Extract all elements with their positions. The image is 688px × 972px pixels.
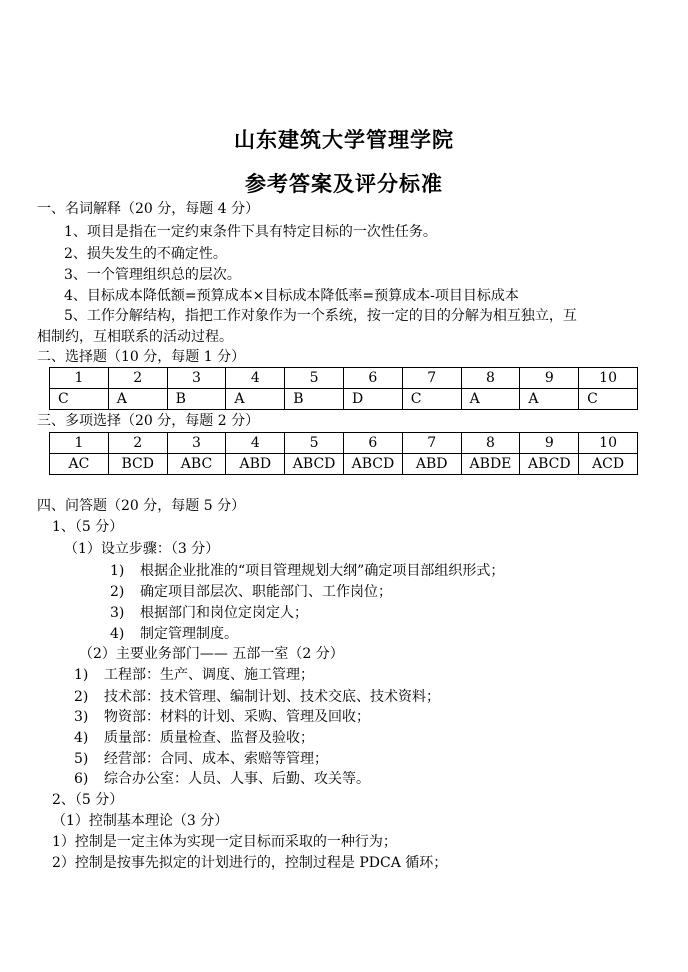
answer-cell: D [343, 389, 402, 410]
question-number: 3 [167, 433, 226, 454]
answer-cell: A [520, 389, 579, 410]
document-title: 山东建筑大学管理学院 [234, 127, 454, 152]
answer-cell: AC [50, 454, 109, 475]
section-1-heading: 一、名词解释（20 分，每题 4 分） [37, 201, 260, 217]
question-number: 8 [461, 368, 520, 389]
question-number: 3 [167, 368, 226, 389]
answer-cell: C [402, 389, 461, 410]
multiple-choice-answer-table [49, 432, 638, 475]
question-number: 5 [285, 368, 344, 389]
question-number: 9 [520, 433, 579, 454]
definition-item: 3、一个管理组织总的层次。 [64, 267, 241, 283]
table-row-answers [50, 454, 638, 475]
table-row-numbers [50, 368, 638, 389]
question-2-part-1: （1）控制基本理论（3 分） [52, 813, 229, 829]
dept-text: 经营部：合同、成本、索赔等管理； [104, 751, 328, 767]
question-number: 4 [226, 433, 285, 454]
question-1-label: 1、（5 分） [52, 519, 124, 535]
table-row-answers [50, 389, 638, 410]
dept-text: 工程部：生产、调度、施工管理； [104, 667, 314, 683]
step-number: 3) [110, 605, 125, 621]
theory-item: 1）控制是一定主体为实现一定目标而采取的一种行为； [52, 834, 397, 850]
dept-number: 3) [74, 709, 89, 725]
question-2-label: 2、（5 分） [52, 792, 124, 808]
dept-text: 质量部：质量检查、监督及验收； [104, 730, 314, 746]
question-number: 2 [108, 368, 167, 389]
theory-item: 2）控制是按事先拟定的计划进行的，控制过程是 PDCA 循环； [52, 855, 448, 871]
definition-item: 5、工作分解结构，指把工作对象作为一个系统，按一定的目的分解为相互独立，互 [64, 308, 577, 324]
step-number: 2) [110, 584, 125, 600]
dept-number: 6) [74, 771, 89, 787]
dept-number: 5) [74, 751, 89, 767]
answer-cell: ABDE [461, 454, 520, 475]
answer-cell: B [167, 389, 226, 410]
question-number: 10 [579, 433, 638, 454]
question-number: 7 [402, 433, 461, 454]
step-text: 根据部门和岗位定岗定人； [140, 605, 308, 621]
answer-cell: C [50, 389, 109, 410]
single-choice-answer-table [49, 367, 638, 410]
dept-number: 2) [74, 689, 89, 705]
definition-item: 4、目标成本降低额=预算成本×目标成本降低率=预算成本-项目目标成本 [64, 288, 519, 304]
section-4-heading: 四、问答题（20 分，每题 5 分） [37, 498, 246, 514]
answer-cell: ABD [402, 454, 461, 475]
question-number: 7 [402, 368, 461, 389]
question-number: 8 [461, 433, 520, 454]
question-1-part-2: （2）主要业务部门—— 五部一室（2 分） [79, 646, 344, 662]
answer-cell: ABCD [285, 454, 344, 475]
step-number: 4) [110, 626, 125, 642]
definition-item: 2、损失发生的不确定性。 [64, 246, 227, 262]
question-number: 6 [343, 368, 402, 389]
question-number: 10 [579, 368, 638, 389]
answer-cell: B [285, 389, 344, 410]
step-text: 根据企业批准的“项目管理规划大纲”确定项目部组织形式； [140, 563, 505, 579]
answer-cell: ABCD [343, 454, 402, 475]
question-number: 4 [226, 368, 285, 389]
answer-cell: BCD [108, 454, 167, 475]
dept-number: 1) [74, 667, 89, 683]
answer-cell: ACD [579, 454, 638, 475]
answer-cell: A [461, 389, 520, 410]
definition-item-continued: 相制约，互相联系的活动过程。 [37, 329, 233, 345]
question-number: 6 [343, 433, 402, 454]
step-text: 确定项目部层次、职能部门、工作岗位； [140, 584, 392, 600]
document-subtitle: 参考答案及评分标准 [245, 171, 443, 196]
question-number: 9 [520, 368, 579, 389]
question-1-part-1: （1）设立步骤：（3 分） [64, 541, 220, 557]
answer-cell: C [579, 389, 638, 410]
answer-cell: A [108, 389, 167, 410]
answer-cell: ABD [226, 454, 285, 475]
answer-cell: ABC [167, 454, 226, 475]
definition-item: 1、项目是指在一定约束条件下具有特定目标的一次性任务。 [64, 224, 437, 240]
section-3-heading: 三、多项选择（20 分，每题 2 分） [37, 413, 260, 429]
answer-cell: ABCD [520, 454, 579, 475]
dept-text: 综合办公室：人员、人事、后勤、攻关等。 [104, 771, 370, 787]
dept-text: 物资部：材料的计划、采购、管理及回收； [104, 709, 370, 725]
step-text: 制定管理制度。 [140, 626, 238, 642]
dept-number: 4) [74, 730, 89, 746]
question-number: 5 [285, 433, 344, 454]
table-row-numbers [50, 433, 638, 454]
question-number: 2 [108, 433, 167, 454]
question-number: 1 [50, 433, 109, 454]
answer-cell: A [226, 389, 285, 410]
dept-text: 技术部：技术管理、编制计划、技术交底、技术资料； [104, 689, 440, 705]
step-number: 1) [110, 563, 125, 579]
question-number: 1 [50, 368, 109, 389]
section-2-heading: 二、选择题（10 分，每题 1 分） [37, 349, 246, 365]
